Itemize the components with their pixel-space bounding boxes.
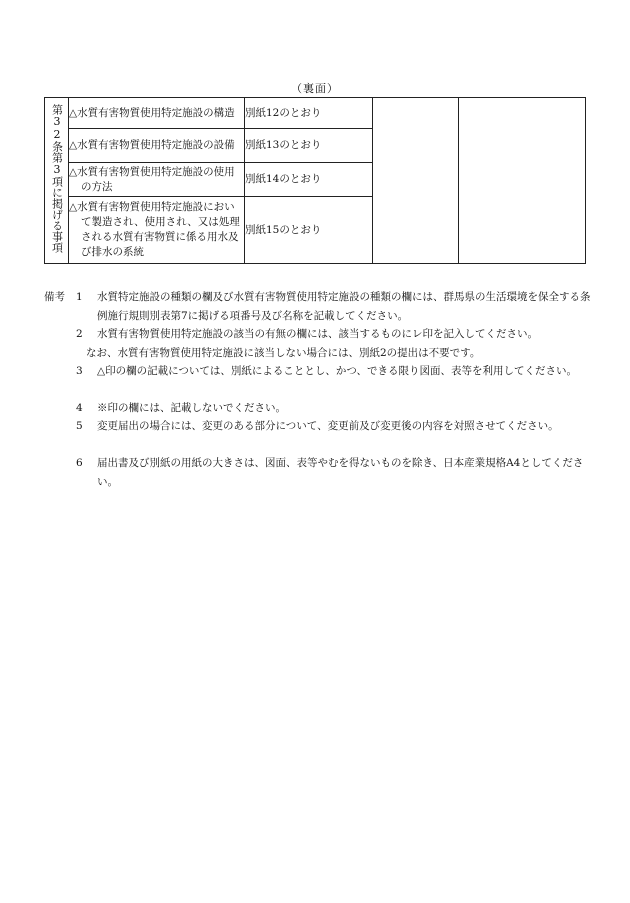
item-value-cell <box>245 98 373 129</box>
item-value: 別紙14のとおり <box>245 173 322 185</box>
item-value: 別紙12のとおり <box>245 106 322 119</box>
blank-column-cell <box>373 98 459 264</box>
remark-note <box>76 362 591 381</box>
blank-column-cell <box>459 98 586 264</box>
item-value-cell <box>245 163 373 197</box>
item-label: △水質有害物質使用特定施設の構造 <box>69 106 235 119</box>
side-heading-cell <box>45 98 69 264</box>
remark-note <box>76 454 591 491</box>
item-label-cell <box>69 163 245 197</box>
item-label: △水質有害物質使用特定施設において製造され、使用され、又は処理される水質有害物質に係る用水及び排水の系統 <box>69 201 240 258</box>
note-number: 3 <box>76 365 83 377</box>
note-text: 変更届出の場合には、変更のある部分について、変更前及び変更後の内容を対照させてください。 <box>97 420 559 432</box>
note-text-continuation: なお、水質有害物質使用特定施設に該当しない場合には、別紙2の提出は不要です。 <box>86 346 481 359</box>
note-text: 水質有害物質使用特定施設の該当の有無の欄には、該当するものにレ印を記入してください。 <box>97 328 538 340</box>
item-value-cell <box>245 197 373 264</box>
note-text: ※印の欄には、記載しないでください。 <box>97 402 286 414</box>
side-heading: 第32条第3項に掲げる事項 <box>50 103 64 253</box>
note-number: 2 <box>76 328 83 340</box>
table-row <box>45 98 586 129</box>
facility-items-table <box>44 97 586 264</box>
remark-note <box>76 288 591 325</box>
remark-note <box>76 417 591 436</box>
remark-note <box>76 399 591 418</box>
page-heading: （裏面） <box>291 82 339 95</box>
note-number: 6 <box>76 457 83 469</box>
item-label-cell <box>69 98 245 129</box>
item-label-cell <box>69 129 245 163</box>
note-text: 届出書及び別紙の用紙の大きさは、図面、表等やむを得ないものを除き、日本産業規格A4としてください。 <box>97 457 584 488</box>
item-value: 別紙15のとおり <box>245 223 322 236</box>
note-number: 4 <box>76 402 83 414</box>
remarks-title: 備考 <box>44 291 65 303</box>
note-number: 5 <box>76 420 83 432</box>
note-text: 水質特定施設の種類の欄及び水質有害物質使用特定施設の種類の欄には、群馬県の生活環境を保全する条例施行規則別表第7に掲げる項番号及び名称を記載してください。 <box>97 291 591 322</box>
item-label-cell <box>69 197 245 264</box>
item-label: △水質有害物質使用特定施設の設備 <box>69 139 235 151</box>
item-value: 別紙13のとおり <box>245 139 322 151</box>
note-text: △印の欄の記載については、別紙によることとし、かつ、できる限り図面、表等を利用してください。 <box>97 365 577 377</box>
note-number: 1 <box>76 291 83 303</box>
item-value-cell <box>245 129 373 163</box>
item-label: △水質有害物質使用特定施設の使用の方法 <box>69 165 235 193</box>
remark-note <box>76 325 591 362</box>
